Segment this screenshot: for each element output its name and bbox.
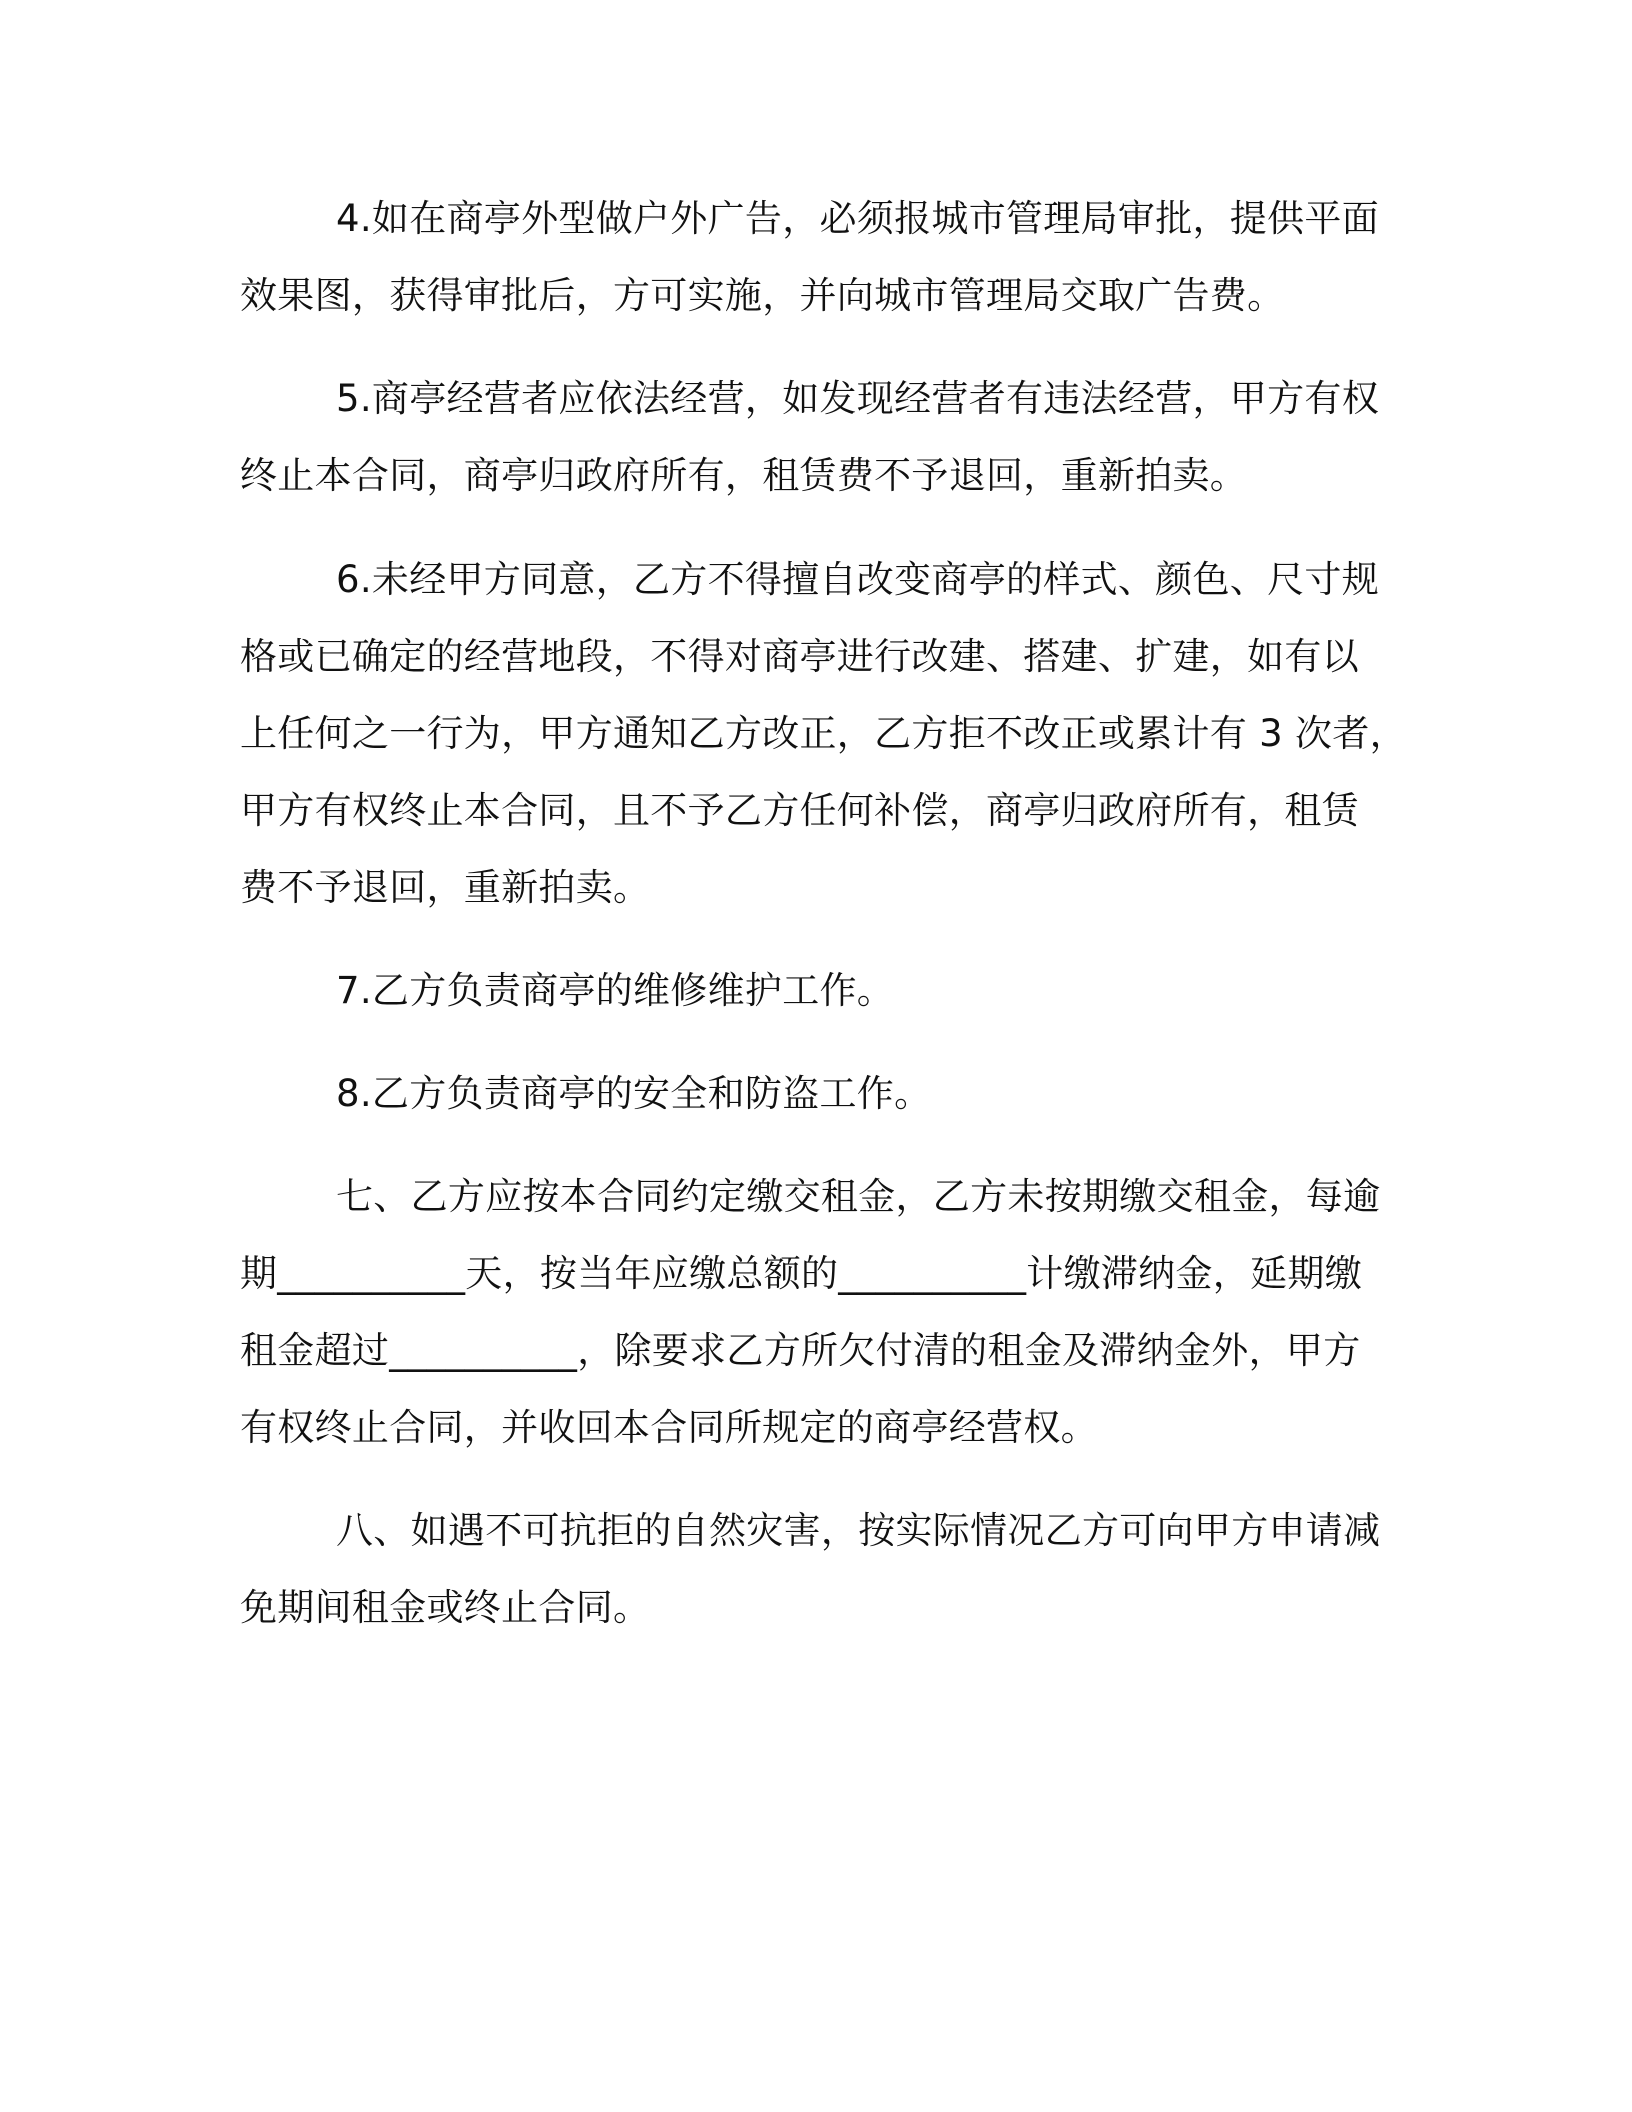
- paragraph-item-6-line-1: 6.未经甲方同意，乙方不得擅自改变商亭的样式、颜色、尺寸规: [336, 558, 1379, 601]
- paragraph-item-4-line-1: 4.如在商亭外型做户外广告，必须报城市管理局审批，提供平面: [336, 197, 1379, 240]
- paragraph-item-6-line-5: 费不予退回，重新拍卖。: [240, 866, 651, 909]
- paragraph-item-5-line-2: 终止本合同，商亭归政府所有，租赁费不予退回，重新拍卖。: [240, 454, 1248, 497]
- paragraph-clause-7-line-1: 七、乙方应按本合同约定缴交租金，乙方未按期缴交租金，每逾: [336, 1175, 1381, 1218]
- paragraph-clause-7-line-3: 租金超过__________，除要求乙方所欠付清的租金及滞纳金外，甲方: [240, 1329, 1361, 1372]
- paragraph-item-8-line-1: 8.乙方负责商亭的安全和防盗工作。: [336, 1072, 932, 1115]
- paragraph-item-6-line-3: 上任何之一行为，甲方通知乙方改正，乙方拒不改正或累计有 3 次者，: [240, 712, 1407, 755]
- paragraph-clause-8-line-2: 免期间租金或终止合同。: [240, 1586, 651, 1629]
- paragraph-item-6-line-4: 甲方有权终止本合同，且不予乙方任何补偿，商亭归政府所有，租赁: [240, 789, 1359, 832]
- paragraph-item-7-line-1: 7.乙方负责商亭的维修维护工作。: [336, 969, 895, 1012]
- paragraph-clause-8-line-1: 八、如遇不可抗拒的自然灾害，按实际情况乙方可向甲方申请减: [336, 1509, 1381, 1552]
- paragraph-clause-7-line-2: 期__________天，按当年应缴总额的__________计缴滞纳金，延期缴: [240, 1252, 1362, 1295]
- paragraph-item-5-line-1: 5.商亭经营者应依法经营，如发现经营者有违法经营，甲方有权: [336, 377, 1379, 420]
- paragraph-item-6-line-2: 格或已确定的经营地段，不得对商亭进行改建、搭建、扩建，如有以: [240, 635, 1359, 678]
- paragraph-clause-7-line-4: 有权终止合同，并收回本合同所规定的商亭经营权。: [240, 1406, 1098, 1449]
- paragraph-item-4-line-2: 效果图，获得审批后，方可实施，并向城市管理局交取广告费。: [240, 274, 1285, 317]
